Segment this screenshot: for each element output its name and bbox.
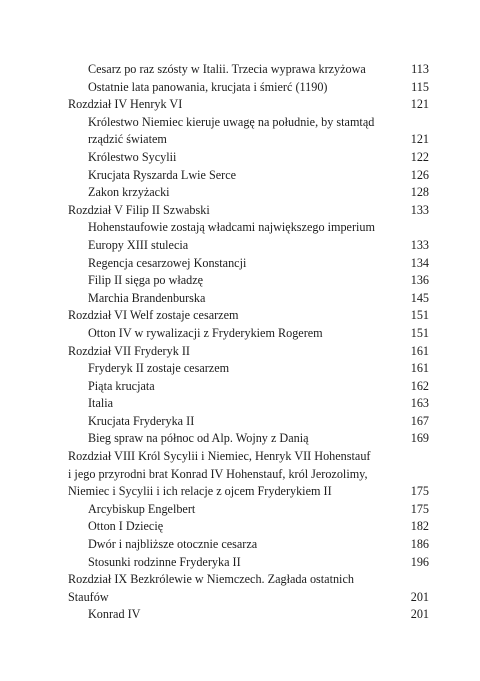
toc-subentry xyxy=(0,184,480,202)
toc-subentry xyxy=(0,536,480,554)
toc-chapter-entry xyxy=(0,307,480,325)
toc-entry-title: Krucjata Ryszarda Lwie Serce xyxy=(88,167,237,182)
toc-subentry xyxy=(0,255,480,273)
toc-subentry xyxy=(0,219,480,237)
toc-page-number: 162 xyxy=(410,378,429,393)
toc-chapter-entry xyxy=(0,466,480,484)
toc-page-number: 151 xyxy=(410,325,429,340)
toc-page-number: 128 xyxy=(410,185,429,200)
toc-entry-title: Królestwo Niemiec kieruje uwagę na południe, by stamtąd xyxy=(88,114,375,129)
toc-chapter-entry xyxy=(0,202,480,220)
toc-entry-title: Arcybiskup Engelbert xyxy=(88,501,196,516)
toc-chapter-entry xyxy=(0,589,480,607)
toc-subentry xyxy=(0,167,480,185)
toc-page-number: 196 xyxy=(410,554,429,569)
toc-page-number: 167 xyxy=(410,413,429,428)
toc-subentry xyxy=(0,131,480,149)
toc-page-number: 122 xyxy=(410,149,429,164)
toc-page-number: 136 xyxy=(410,273,429,288)
toc-page-number: 115 xyxy=(411,79,429,94)
toc-entry-title: Królestwo Sycylii xyxy=(88,149,177,164)
toc-subentry xyxy=(0,430,480,448)
toc-page-number: 161 xyxy=(410,361,429,376)
toc-page-number: 134 xyxy=(410,255,429,270)
toc-entry-title: Otton I Dziecię xyxy=(88,519,164,534)
toc-subentry xyxy=(0,378,480,396)
toc-chapter-entry xyxy=(0,448,480,466)
toc-chapter-entry xyxy=(0,571,480,589)
toc-entry-title: Piąta krucjata xyxy=(88,378,155,393)
toc-page-number: 182 xyxy=(410,519,429,534)
toc-page-number: 151 xyxy=(410,308,429,323)
toc-entry-title: Staufów xyxy=(68,589,109,604)
toc-entry-title: Filip II sięga po władzę xyxy=(88,273,204,288)
toc-entry-title: Rozdział VIII Król Sycylii i Niemiec, Henryk VII Hohenstauf xyxy=(68,449,371,464)
toc-page-number: 186 xyxy=(410,537,429,552)
toc-entry-title: Ostatnie lata panowania, krucjata i śmierć (1190) xyxy=(88,79,328,94)
toc-subentry xyxy=(0,325,480,343)
toc-page-number: 133 xyxy=(410,202,429,217)
toc-entry-title: Rozdział IV Henryk VI xyxy=(68,97,183,112)
toc-chapter-entry xyxy=(0,96,480,114)
toc-entry-title: Europy XIII stulecia xyxy=(88,237,189,252)
toc-entry-title: Fryderyk II zostaje cesarzem xyxy=(88,361,230,376)
toc-subentry xyxy=(0,237,480,255)
toc-page-number: 201 xyxy=(410,589,429,604)
toc-page-number: 133 xyxy=(410,237,429,252)
toc-entry-title: Zakon krzyżacki xyxy=(88,185,170,200)
toc-entry-title: Cesarz po raz szósty w Italii. Trzecia wyprawa krzyżowa xyxy=(88,62,366,76)
toc-subentry xyxy=(0,395,480,413)
toc-subentry xyxy=(0,606,480,624)
toc-entry-title: Italia xyxy=(88,396,114,411)
toc-entry-title: Otton IV w rywalizacji z Fryderykiem Rogerem xyxy=(88,325,323,340)
toc-subentry xyxy=(0,61,480,79)
toc-subentry xyxy=(0,360,480,378)
toc-subentry xyxy=(0,518,480,536)
toc-entry-title: Dwór i najbliższe otocznie cesarza xyxy=(88,537,258,552)
toc-subentry xyxy=(0,272,480,290)
toc-entry-title: Rozdział V Filip II Szwabski xyxy=(68,202,210,217)
toc-entry-title: Regencja cesarzowej Konstancji xyxy=(88,255,247,270)
toc-subentry xyxy=(0,501,480,519)
toc-entry-title: Marchia Brandenburska xyxy=(88,290,206,305)
toc-page-number: 126 xyxy=(410,167,429,182)
toc-page-number: 145 xyxy=(410,290,429,305)
toc-subentry xyxy=(0,413,480,431)
toc-entry-title: Rozdział VI Welf zostaje cesarzem xyxy=(68,308,239,323)
toc-entry-title: Rozdział VII Fryderyk II xyxy=(68,343,190,358)
toc-entry-title: Krucjata Fryderyka II xyxy=(88,413,195,428)
toc-page-number: 163 xyxy=(410,396,429,411)
toc-entry-title: i jego przyrodni brat Konrad IV Hohenstauf, król Jerozolimy, xyxy=(68,466,368,481)
toc-page-number: 121 xyxy=(410,97,429,112)
toc-page-number: 201 xyxy=(410,607,429,622)
table-of-contents xyxy=(0,61,480,624)
toc-subentry xyxy=(0,554,480,572)
toc-chapter-entry xyxy=(0,483,480,501)
toc-subentry xyxy=(0,290,480,308)
toc-page-number: 161 xyxy=(410,343,429,358)
toc-entry-title: Rozdział IX Bezkrólewie w Niemczech. Zagłada ostatnich xyxy=(68,572,354,587)
toc-entry-title: Konrad IV xyxy=(88,607,141,622)
toc-subentry xyxy=(0,114,480,132)
toc-entry-title: Niemiec i Sycylii i ich relacje z ojcem Fryderykiem II xyxy=(68,484,332,499)
toc-entry-title: Stosunki rodzinne Fryderyka II xyxy=(88,554,241,569)
toc-page-number: 175 xyxy=(410,484,429,499)
toc-chapter-entry xyxy=(0,343,480,361)
toc-entry-title: Bieg spraw na północ od Alp. Wojny z Danią xyxy=(88,431,309,446)
toc-page-number: 169 xyxy=(410,431,429,446)
toc-subentry xyxy=(0,79,480,97)
toc-entry-title: Hohenstaufowie zostają władcami największego imperium xyxy=(88,220,375,235)
toc-page-number: 121 xyxy=(410,132,429,147)
toc-subentry xyxy=(0,149,480,167)
toc-page-number: 175 xyxy=(410,501,429,516)
toc-page-number: 113 xyxy=(411,62,429,76)
toc-entry-title: rządzić światem xyxy=(88,132,167,147)
